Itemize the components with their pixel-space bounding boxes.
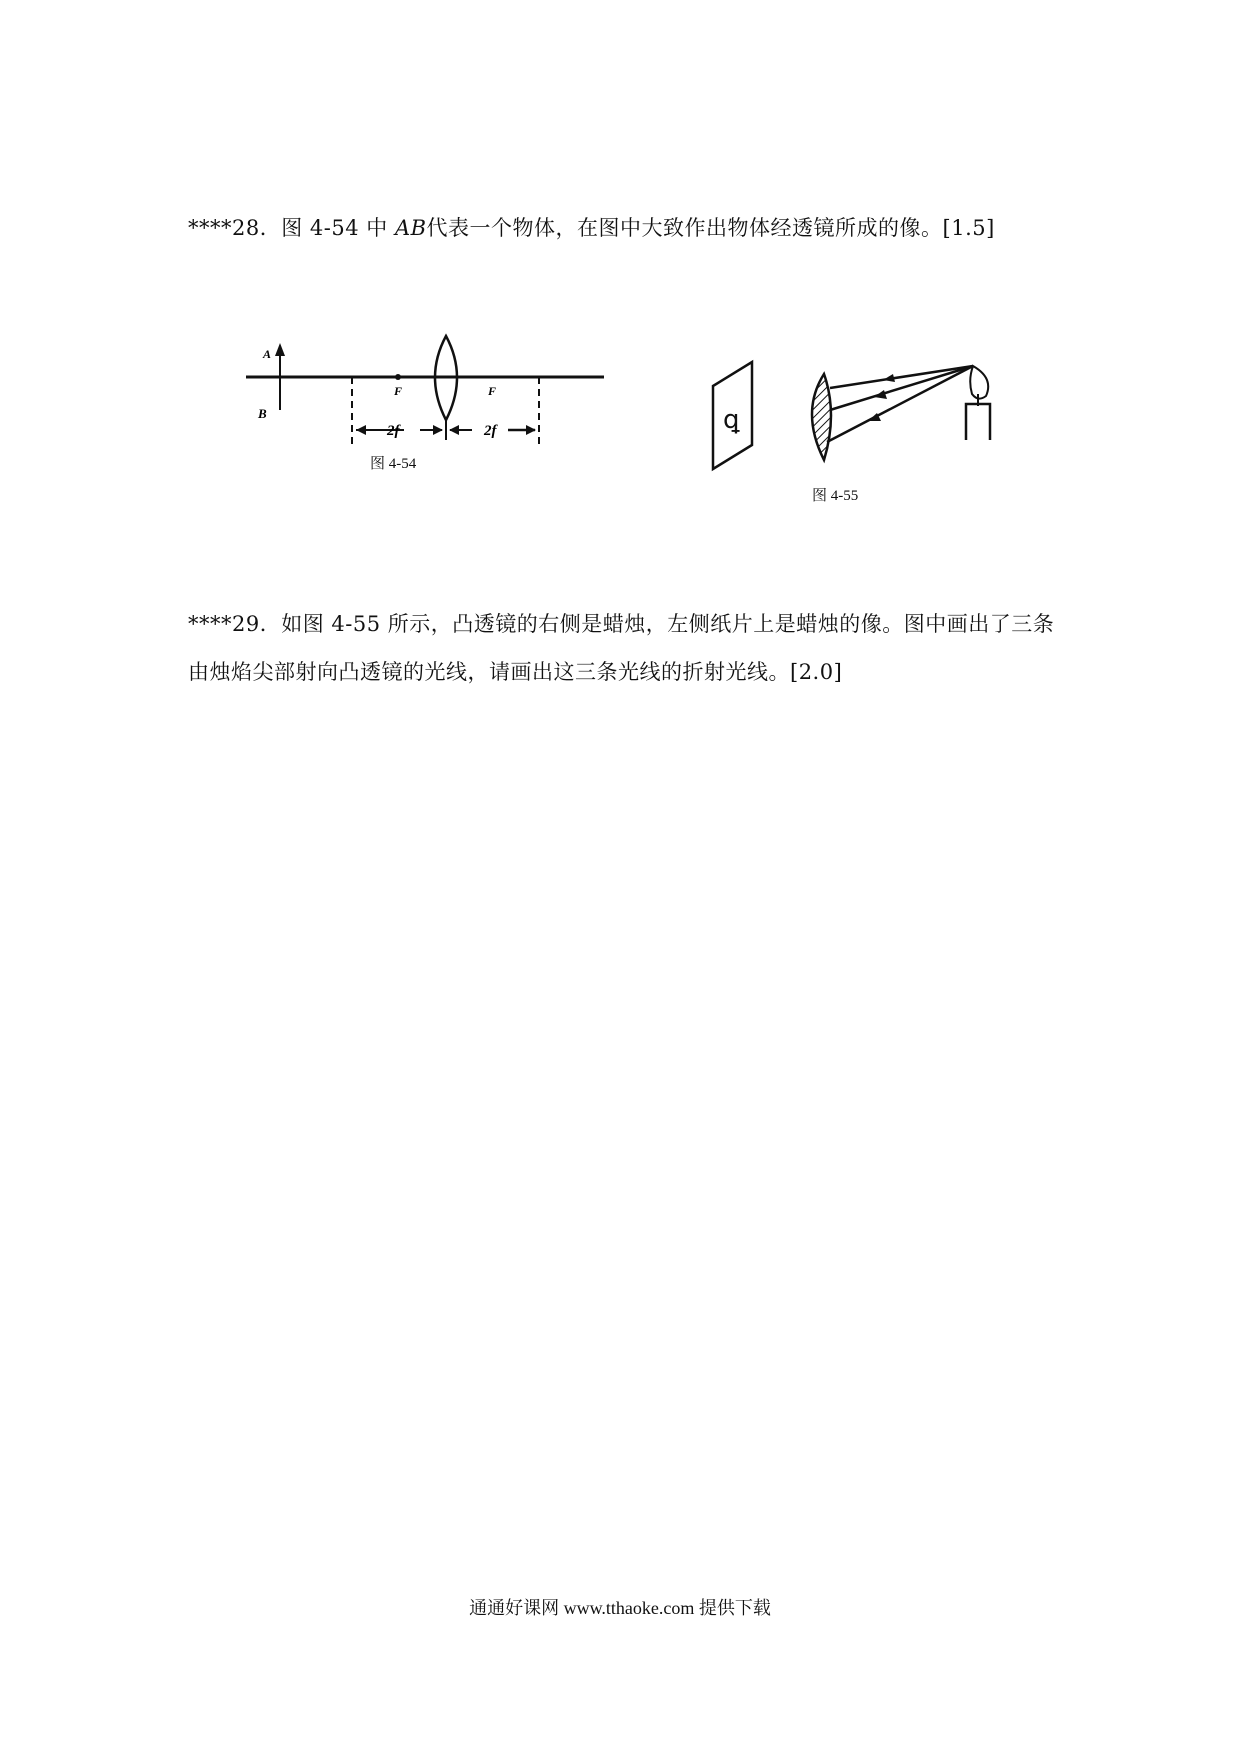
label-f-right: F — [488, 384, 497, 398]
q28-prefix: ****28．图 4-54 中 — [188, 216, 395, 240]
dim-label-right: 2f — [484, 423, 497, 439]
inverted-candle-image: ꝗ — [723, 405, 740, 435]
candle-body — [966, 404, 990, 440]
question-29-line-2: 由烛焰尖部射向凸透镜的光线，请画出这三条光线的折射光线。[2.0] — [188, 660, 843, 684]
convex-lens-hatched — [812, 374, 831, 460]
page-footer: 通通好课网 www.tthaoke.com 提供下载 — [469, 1598, 771, 1618]
label-f-left: F — [394, 384, 403, 398]
q28-suffix: 代表一个物体，在图中大致作出物体经透镜所成的像。[1.5] — [426, 216, 995, 240]
caption-fig-4-54: 图 4-54 — [370, 456, 417, 472]
question-29-line-1: ****29．如图 4-55 所示，凸透镜的右侧是蜡烛，左侧纸片上是蜡烛的像。图中画出了三条 — [188, 612, 1055, 636]
dim-label-left: 2f — [387, 423, 400, 439]
label-a: A — [263, 347, 272, 361]
candle-flame — [970, 366, 988, 399]
q28-object-label: AB — [394, 216, 427, 240]
ray-middle-arrow — [874, 390, 887, 399]
label-b: B — [258, 406, 267, 421]
caption-fig-4-55: 图 4-55 — [812, 488, 859, 504]
